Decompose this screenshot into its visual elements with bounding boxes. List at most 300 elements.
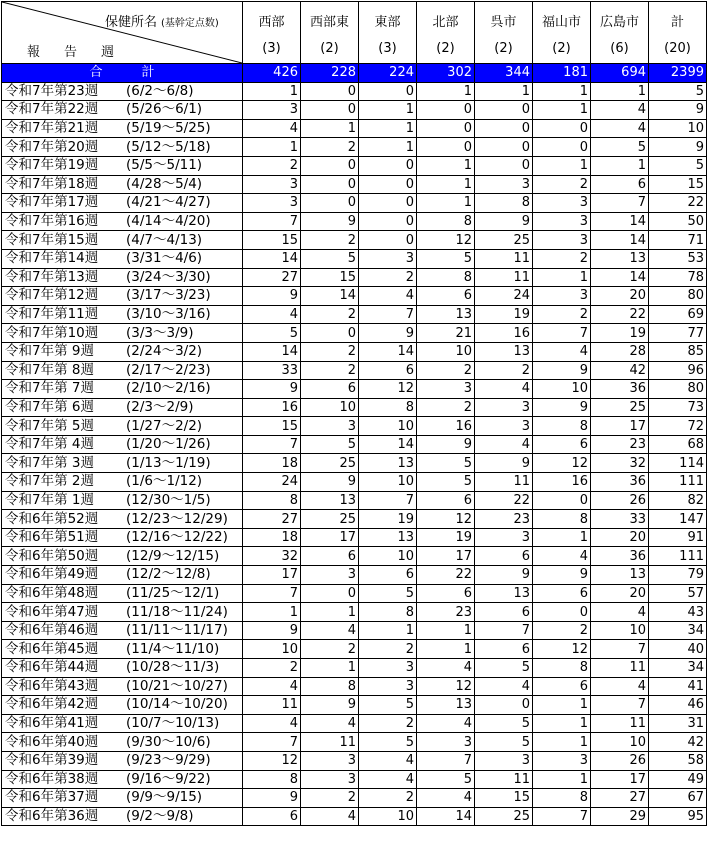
table-row — [2, 547, 707, 566]
tobu-count: 2 — [359, 640, 417, 659]
table-row — [2, 175, 707, 194]
week-cell — [2, 435, 243, 454]
total-count: 40 — [649, 640, 707, 659]
week-label: 令和6年第51週 — [5, 529, 99, 546]
seibu-count: 6 — [243, 807, 301, 826]
hokubu-count: 4 — [417, 789, 475, 808]
hiroshima-count: 7 — [591, 696, 649, 715]
seibu-higashi-count: 3 — [301, 751, 359, 770]
week-dates: (10/14～10/20) — [126, 696, 228, 713]
seibu-count: 33 — [243, 361, 301, 380]
table-row — [2, 473, 707, 492]
week-label: 令和7年第15週 — [5, 231, 99, 248]
kure-count: 8 — [475, 194, 533, 213]
total-count: 57 — [649, 584, 707, 603]
column-name: 福山市 — [541, 15, 581, 30]
week-label: 令和7年第11週 — [5, 306, 99, 323]
table-row — [2, 770, 707, 789]
total-count: 67 — [649, 789, 707, 808]
week-dates: (5/12～5/18) — [126, 138, 211, 155]
seibu-count: 24 — [243, 473, 301, 492]
tobu-count: 7 — [359, 305, 417, 324]
kure-count: 19 — [475, 305, 533, 324]
week-label: 令和6年第44週 — [5, 659, 99, 676]
fukuyama-count: 6 — [533, 584, 591, 603]
kure-count: 6 — [475, 547, 533, 566]
table-row — [2, 342, 707, 361]
hokubu-count: 6 — [417, 584, 475, 603]
week-cell — [2, 287, 243, 306]
week-dates: (4/7～4/13) — [126, 231, 203, 248]
seibu-count: 10 — [243, 640, 301, 659]
tobu-count: 8 — [359, 603, 417, 622]
seibu-higashi-count: 1 — [301, 603, 359, 622]
week-cell — [2, 566, 243, 585]
table-row — [2, 380, 707, 399]
seibu-higashi-count: 0 — [301, 175, 359, 194]
week-label: 令和7年第22週 — [5, 101, 99, 118]
hiroshima-count: 36 — [591, 473, 649, 492]
week-label: 令和6年第37週 — [5, 789, 99, 806]
kure-count: 0 — [475, 156, 533, 175]
column-header-hiroshima — [591, 2, 649, 64]
corner-header-cell — [2, 2, 243, 64]
seibu-higashi-count: 14 — [301, 287, 359, 306]
week-dates: (3/17～3/23) — [126, 287, 211, 304]
kure-count: 5 — [475, 733, 533, 752]
seibu-count: 4 — [243, 714, 301, 733]
tobu-count: 0 — [359, 175, 417, 194]
seibu-count: 8 — [243, 491, 301, 510]
hiroshima-count: 27 — [591, 789, 649, 808]
table-row — [2, 584, 707, 603]
table-body — [2, 82, 707, 826]
table-row — [2, 696, 707, 715]
column-header-tobu — [359, 2, 417, 64]
column-header-hokubu — [417, 2, 475, 64]
kure-count: 9 — [475, 454, 533, 473]
hiroshima-count: 14 — [591, 231, 649, 250]
seibu-higashi-count: 0 — [301, 82, 359, 101]
total-count: 68 — [649, 435, 707, 454]
total-count: 42 — [649, 733, 707, 752]
week-dates: (11/25～12/1) — [126, 584, 220, 601]
hiroshima-total: 694 — [591, 64, 649, 83]
kure-count: 2 — [475, 361, 533, 380]
kure-count: 5 — [475, 714, 533, 733]
week-cell — [2, 194, 243, 213]
seibu-count: 27 — [243, 510, 301, 529]
tobu-count: 13 — [359, 454, 417, 473]
week-label: 令和7年第 4週 — [5, 436, 94, 453]
hokubu-count: 12 — [417, 677, 475, 696]
total-count: 50 — [649, 212, 707, 231]
kure-count: 4 — [475, 435, 533, 454]
week-dates: (1/27～2/2) — [126, 417, 203, 434]
week-label: 令和6年第52週 — [5, 510, 99, 527]
week-dates: (12/16～12/22) — [126, 529, 228, 546]
fukuyama-count: 8 — [533, 789, 591, 808]
week-cell — [2, 454, 243, 473]
week-label: 令和7年第 3週 — [5, 454, 94, 471]
hiroshima-count: 10 — [591, 733, 649, 752]
column-header-seibu — [243, 2, 301, 64]
week-dates: (3/24～3/30) — [126, 268, 211, 285]
tobu-count: 0 — [359, 82, 417, 101]
hiroshima-count: 19 — [591, 324, 649, 343]
seibu-count: 3 — [243, 101, 301, 120]
week-dates: (2/24～3/2) — [126, 343, 203, 360]
hokubu-count: 3 — [417, 380, 475, 399]
week-label: 令和7年第23週 — [5, 82, 99, 99]
fukuyama-count: 9 — [533, 398, 591, 417]
hokubu-count: 0 — [417, 138, 475, 157]
kure-count: 25 — [475, 807, 533, 826]
week-label: 令和7年第 9週 — [5, 343, 94, 360]
seibu-count: 9 — [243, 789, 301, 808]
fukuyama-count: 10 — [533, 380, 591, 399]
week-dates: (11/4～11/10) — [126, 640, 220, 657]
seibu-count: 7 — [243, 584, 301, 603]
kure-count: 9 — [475, 212, 533, 231]
hokubu-count: 6 — [417, 491, 475, 510]
week-label: 令和7年第 8週 — [5, 361, 94, 378]
fukuyama-count: 8 — [533, 659, 591, 678]
hokubu-count: 8 — [417, 268, 475, 287]
kure-count: 25 — [475, 231, 533, 250]
seibu-higashi-count: 2 — [301, 231, 359, 250]
total-count: 77 — [649, 324, 707, 343]
total-count: 78 — [649, 268, 707, 287]
table-row — [2, 249, 707, 268]
kure-count: 3 — [475, 528, 533, 547]
kure-count: 7 — [475, 621, 533, 640]
fukuyama-count: 2 — [533, 305, 591, 324]
week-cell — [2, 659, 243, 678]
week-label: 令和6年第46週 — [5, 622, 99, 639]
week-cell — [2, 733, 243, 752]
week-label: 令和7年第16週 — [5, 213, 99, 230]
kure-count: 11 — [475, 770, 533, 789]
week-cell — [2, 510, 243, 529]
week-cell — [2, 101, 243, 120]
grand-total: 2399 — [649, 64, 707, 83]
tobu-count: 0 — [359, 194, 417, 213]
hiroshima-count: 6 — [591, 175, 649, 194]
seibu-count: 7 — [243, 733, 301, 752]
hiroshima-count: 7 — [591, 640, 649, 659]
week-cell — [2, 380, 243, 399]
week-dates: (12/9～12/15) — [126, 547, 220, 564]
hiroshima-count: 28 — [591, 342, 649, 361]
week-label: 令和6年第39週 — [5, 752, 99, 769]
total-count: 80 — [649, 287, 707, 306]
hokubu-count: 1 — [417, 82, 475, 101]
header-row — [2, 2, 707, 64]
total-count: 46 — [649, 696, 707, 715]
kure-count: 4 — [475, 677, 533, 696]
kure-count: 0 — [475, 696, 533, 715]
hiroshima-count: 20 — [591, 584, 649, 603]
hokubu-count: 6 — [417, 287, 475, 306]
seibu-count: 4 — [243, 119, 301, 138]
seibu-count: 9 — [243, 380, 301, 399]
total-count: 41 — [649, 677, 707, 696]
total-count: 111 — [649, 473, 707, 492]
report-week-header: 報 告 週 — [27, 45, 120, 60]
seibu-higashi-count: 2 — [301, 305, 359, 324]
seibu-count: 18 — [243, 454, 301, 473]
week-dates: (11/18～11/24) — [126, 603, 228, 620]
seibu-count: 11 — [243, 696, 301, 715]
tobu-count: 13 — [359, 528, 417, 547]
seibu-higashi-count: 4 — [301, 807, 359, 826]
table-row — [2, 789, 707, 808]
column-header-fukuyama — [533, 2, 591, 64]
week-dates: (9/23～9/29) — [126, 752, 211, 769]
kure-count: 16 — [475, 324, 533, 343]
seibu-count: 8 — [243, 770, 301, 789]
table-row — [2, 435, 707, 454]
table-row — [2, 194, 707, 213]
table-row — [2, 101, 707, 120]
week-label: 令和6年第40週 — [5, 733, 99, 750]
seibu-higashi-count: 1 — [301, 659, 359, 678]
seibu-higashi-count: 25 — [301, 454, 359, 473]
tobu-count: 1 — [359, 138, 417, 157]
week-label: 令和6年第38週 — [5, 770, 99, 787]
total-count: 69 — [649, 305, 707, 324]
week-dates: (4/28～5/4) — [126, 175, 203, 192]
seibu-count: 5 — [243, 324, 301, 343]
seibu-count: 14 — [243, 249, 301, 268]
column-sentinel-count: (2) — [320, 41, 339, 56]
week-label: 令和7年第10週 — [5, 324, 99, 341]
week-label: 令和7年第13週 — [5, 268, 99, 285]
week-label: 令和7年第18週 — [5, 175, 99, 192]
seibu-higashi-count: 0 — [301, 194, 359, 213]
week-cell — [2, 621, 243, 640]
seibu-higashi-count: 25 — [301, 510, 359, 529]
seibu-count: 1 — [243, 82, 301, 101]
hokubu-count: 16 — [417, 417, 475, 436]
total-count: 53 — [649, 249, 707, 268]
seibu-count: 2 — [243, 659, 301, 678]
week-dates: (6/2～6/8) — [126, 82, 194, 99]
column-header-total — [649, 2, 707, 64]
fukuyama-count: 0 — [533, 603, 591, 622]
hokubu-count: 10 — [417, 342, 475, 361]
seibu-higashi-count: 5 — [301, 249, 359, 268]
sentinel-count-note: (基幹定点数) — [161, 18, 219, 29]
week-dates: (9/9～9/15) — [126, 789, 203, 806]
week-cell — [2, 119, 243, 138]
week-cell — [2, 807, 243, 826]
week-cell — [2, 249, 243, 268]
table-row — [2, 417, 707, 436]
total-count: 73 — [649, 398, 707, 417]
seibu-count: 32 — [243, 547, 301, 566]
week-cell — [2, 175, 243, 194]
seibu-higashi-count: 3 — [301, 770, 359, 789]
column-sentinel-count: (2) — [552, 41, 571, 56]
week-cell — [2, 361, 243, 380]
kure-count: 0 — [475, 138, 533, 157]
week-dates: (2/3～2/9) — [126, 398, 194, 415]
seibu-count: 7 — [243, 212, 301, 231]
week-label: 令和7年第20週 — [5, 138, 99, 155]
kure-count: 9 — [475, 566, 533, 585]
kure-count: 3 — [475, 751, 533, 770]
seibu-higashi-count: 0 — [301, 156, 359, 175]
tobu-count: 4 — [359, 287, 417, 306]
seibu-count: 16 — [243, 398, 301, 417]
week-cell — [2, 138, 243, 157]
tobu-total: 224 — [359, 64, 417, 83]
week-label: 令和6年第47週 — [5, 603, 99, 620]
table-row — [2, 528, 707, 547]
tobu-count: 14 — [359, 342, 417, 361]
hokubu-count: 5 — [417, 249, 475, 268]
seibu-count: 3 — [243, 194, 301, 213]
total-count: 49 — [649, 770, 707, 789]
seibu-total: 426 — [243, 64, 301, 83]
seibu-higashi-count: 0 — [301, 324, 359, 343]
hokubu-count: 22 — [417, 566, 475, 585]
week-cell — [2, 547, 243, 566]
seibu-higashi-count: 4 — [301, 621, 359, 640]
hokubu-count: 1 — [417, 175, 475, 194]
week-label: 令和6年第49週 — [5, 566, 99, 583]
hiroshima-count: 17 — [591, 770, 649, 789]
total-count: 9 — [649, 101, 707, 120]
seibu-count: 4 — [243, 305, 301, 324]
week-dates: (5/19～5/25) — [126, 120, 211, 137]
hiroshima-count: 4 — [591, 603, 649, 622]
total-count: 111 — [649, 547, 707, 566]
hiroshima-count: 13 — [591, 566, 649, 585]
kure-count: 6 — [475, 640, 533, 659]
tobu-count: 19 — [359, 510, 417, 529]
week-dates: (3/31～4/6) — [126, 250, 203, 267]
week-cell — [2, 417, 243, 436]
hokubu-count: 13 — [417, 696, 475, 715]
fukuyama-count: 9 — [533, 566, 591, 585]
week-dates: (9/2～9/8) — [126, 808, 194, 825]
column-header-seibu-higashi — [301, 2, 359, 64]
week-cell — [2, 212, 243, 231]
hiroshima-count: 22 — [591, 305, 649, 324]
table-row — [2, 156, 707, 175]
tobu-count: 0 — [359, 156, 417, 175]
column-name: 北部 — [432, 15, 459, 30]
hiroshima-count: 11 — [591, 659, 649, 678]
hiroshima-count: 33 — [591, 510, 649, 529]
tobu-count: 5 — [359, 584, 417, 603]
seibu-higashi-count: 15 — [301, 268, 359, 287]
fukuyama-count: 4 — [533, 342, 591, 361]
total-count: 85 — [649, 342, 707, 361]
seibu-count: 9 — [243, 621, 301, 640]
hiroshima-count: 29 — [591, 807, 649, 826]
hokubu-count: 12 — [417, 510, 475, 529]
hiroshima-count: 14 — [591, 212, 649, 231]
fukuyama-count: 16 — [533, 473, 591, 492]
table-row — [2, 640, 707, 659]
seibu-higashi-count: 9 — [301, 212, 359, 231]
week-label: 令和7年第17週 — [5, 194, 99, 211]
tobu-count: 3 — [359, 677, 417, 696]
week-cell — [2, 473, 243, 492]
seibu-higashi-count: 0 — [301, 584, 359, 603]
total-count: 43 — [649, 603, 707, 622]
week-cell — [2, 398, 243, 417]
week-dates: (2/10～2/16) — [126, 380, 211, 397]
hiroshima-count: 1 — [591, 82, 649, 101]
seibu-higashi-count: 9 — [301, 696, 359, 715]
kure-count: 3 — [475, 398, 533, 417]
fukuyama-count: 3 — [533, 212, 591, 231]
seibu-higashi-count: 0 — [301, 101, 359, 120]
hiroshima-count: 36 — [591, 380, 649, 399]
total-count: 91 — [649, 528, 707, 547]
hiroshima-count: 13 — [591, 249, 649, 268]
week-cell — [2, 714, 243, 733]
kure-total: 344 — [475, 64, 533, 83]
fukuyama-count: 0 — [533, 138, 591, 157]
table-row — [2, 714, 707, 733]
fukuyama-count: 1 — [533, 82, 591, 101]
seibu-higashi-count: 3 — [301, 566, 359, 585]
fukuyama-count: 1 — [533, 156, 591, 175]
hokubu-count: 12 — [417, 231, 475, 250]
seibu-higashi-count: 8 — [301, 677, 359, 696]
seibu-count: 7 — [243, 435, 301, 454]
tobu-count: 14 — [359, 435, 417, 454]
week-label: 令和7年第12週 — [5, 287, 99, 304]
table-row — [2, 751, 707, 770]
week-dates: (10/7～10/13) — [126, 715, 220, 732]
hokubu-count: 0 — [417, 119, 475, 138]
tobu-count: 0 — [359, 231, 417, 250]
total-count: 79 — [649, 566, 707, 585]
seibu-count: 4 — [243, 677, 301, 696]
kure-count: 15 — [475, 789, 533, 808]
fukuyama-total: 181 — [533, 64, 591, 83]
kure-count: 6 — [475, 603, 533, 622]
kure-count: 11 — [475, 268, 533, 287]
kure-count: 5 — [475, 659, 533, 678]
week-dates: (10/21～10/27) — [126, 677, 228, 694]
hiroshima-count: 11 — [591, 714, 649, 733]
table-row — [2, 677, 707, 696]
hiroshima-count: 4 — [591, 677, 649, 696]
tobu-count: 8 — [359, 398, 417, 417]
week-dates: (4/14～4/20) — [126, 213, 211, 230]
week-dates: (5/26～6/1) — [126, 101, 203, 118]
week-label: 令和7年第14週 — [5, 250, 99, 267]
table-row — [2, 807, 707, 826]
total-count: 96 — [649, 361, 707, 380]
week-label: 令和7年第19週 — [5, 157, 99, 174]
hokubu-count: 7 — [417, 751, 475, 770]
week-cell — [2, 677, 243, 696]
seibu-higashi-count: 11 — [301, 733, 359, 752]
table-row — [2, 454, 707, 473]
tobu-count: 5 — [359, 696, 417, 715]
seibu-count: 27 — [243, 268, 301, 287]
week-label: 令和7年第 1週 — [5, 491, 94, 508]
